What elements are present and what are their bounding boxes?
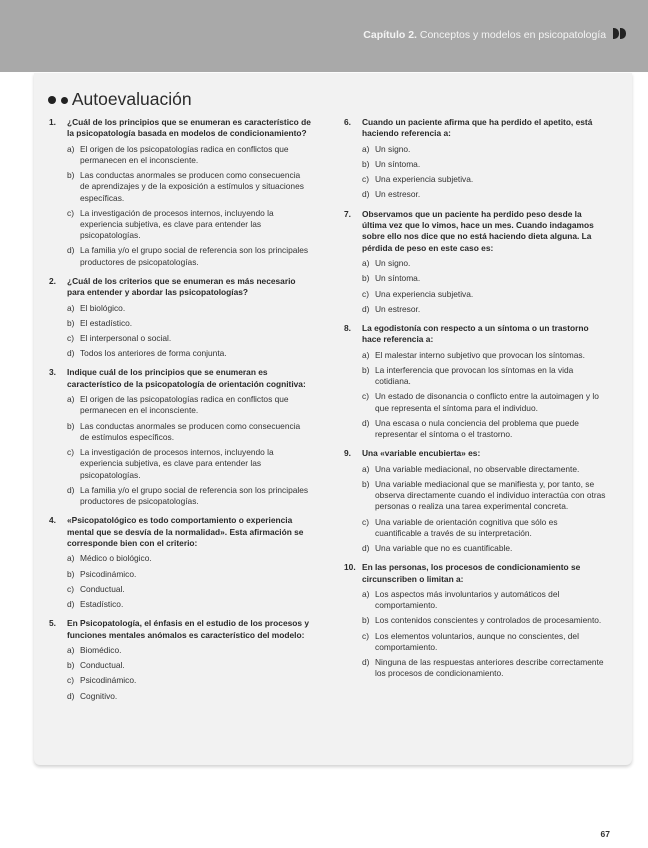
answer-option — [67, 447, 311, 481]
option-letter: c) — [362, 174, 369, 185]
question-text: ¿Cuál de los criterios que se enumeran es más necesario para entender y abordar las psicopatologías? — [67, 275, 296, 298]
option-letter: c) — [362, 630, 369, 641]
question-item — [49, 515, 311, 610]
question-number: 9. — [344, 448, 351, 459]
question-item — [49, 276, 311, 360]
answer-option — [67, 394, 311, 416]
answer-option — [67, 348, 311, 359]
option-letter: c) — [67, 447, 74, 458]
question-number: 7. — [344, 208, 351, 219]
question-text: Una «variable encubierta» es: — [362, 448, 481, 459]
option-letter: b) — [67, 170, 75, 181]
answer-option — [362, 631, 606, 653]
option-text: Todos los anteriores de forma conjunta. — [80, 348, 227, 359]
option-text: El interpersonal o social. — [80, 333, 172, 344]
option-letter: a) — [67, 553, 75, 564]
option-text: La familia y/o el grupo social de referencia son los principales productores de psicopatologías. — [80, 245, 309, 267]
question-text: En Psicopatología, el énfasis en el estudio de los procesos y funciones mentales anómalos es característico del modelo: — [67, 618, 310, 640]
answer-option — [362, 273, 606, 284]
answer-option — [67, 245, 311, 267]
question-text: La egodistonía con respecto a un síntoma o un trastorno hace referencia a: — [362, 323, 589, 345]
option-text: Un síntoma. — [375, 273, 421, 284]
option-letter: a) — [67, 302, 75, 313]
option-letter: b) — [67, 420, 75, 431]
option-text: Los aspectos más involuntarios y automáticos del comportamiento. — [375, 588, 560, 611]
option-text: Un signo. — [375, 143, 411, 154]
option-text: Una variable mediacional, no observable directamente. — [375, 463, 580, 474]
answer-option — [67, 318, 311, 329]
answer-option — [362, 615, 606, 626]
option-letter: a) — [67, 143, 75, 154]
option-letter: b) — [67, 660, 75, 671]
option-letter: c) — [67, 583, 74, 594]
chapter-topic: Conceptos y modelos en psicopatología — [419, 29, 607, 41]
answer-option — [362, 174, 606, 185]
option-letter: d) — [362, 189, 370, 200]
option-letter: c) — [362, 288, 369, 299]
option-letter: c) — [67, 333, 74, 344]
option-text: Un estresor. — [375, 189, 421, 200]
question-item — [49, 367, 311, 507]
question-text: Observamos que un paciente ha perdido peso desde la última vez que lo vimos, hace un mes. Cuando indagamos sobre ello nos dice que no está haciendo dieta alguna. La pérdida de peso en este caso es: — [362, 208, 594, 253]
option-text: Cognitivo. — [80, 690, 118, 701]
running-header — [363, 28, 626, 41]
option-text: Psicodinámico. — [80, 568, 137, 579]
answer-option — [67, 599, 311, 610]
answer-option — [362, 391, 606, 413]
option-letter: b) — [362, 615, 370, 626]
question-number: 3. — [49, 367, 56, 378]
question-number: 8. — [344, 323, 351, 334]
option-text: Los elementos voluntarios, aunque no conscientes, del comportamiento. — [375, 630, 579, 652]
page-number: 67 — [600, 829, 610, 839]
answer-option — [362, 159, 606, 170]
question-number: 4. — [49, 515, 56, 526]
section-title — [48, 88, 192, 110]
answer-option — [67, 569, 311, 580]
option-letter: d) — [67, 598, 75, 609]
question-item — [344, 323, 606, 440]
answer-option — [67, 208, 311, 242]
option-letter: a) — [362, 463, 370, 474]
option-text: Biomédico. — [80, 644, 122, 655]
option-letter: b) — [67, 568, 75, 579]
question-number: 1. — [49, 117, 56, 127]
option-letter: b) — [67, 317, 75, 328]
option-letter: c) — [67, 675, 74, 686]
option-text: Una variable de orientación cognitiva que sólo es cuantificable a través de su interpretación. — [375, 516, 558, 538]
option-letter: c) — [362, 391, 369, 402]
question-item — [344, 209, 606, 315]
section-title-text: Autoevaluación — [71, 89, 192, 109]
question-number: 10. — [344, 562, 356, 573]
question-number: 2. — [49, 275, 56, 286]
option-letter: d) — [362, 417, 370, 428]
option-letter: b) — [362, 273, 370, 284]
answer-option — [67, 333, 311, 344]
option-text: El origen de los psicopatologías radica en conflictos que permanecen en el inconsciente. — [80, 143, 289, 166]
answer-option — [67, 485, 311, 507]
option-text: Las conductas anormales se producen como consecuencia de aprendizajes y de la exposición a estímulos y situaciones específicas. — [80, 170, 304, 203]
answer-option — [362, 657, 606, 679]
option-text: La investigación de procesos internos, incluyendo la experiencia subjetiva, es clave para entender las psicopatologías. — [80, 447, 274, 480]
question-text: En las personas, los procesos de condicionamiento se circunscriben o limitan a: — [362, 562, 581, 584]
option-letter: d) — [362, 303, 370, 314]
option-letter: c) — [67, 207, 74, 218]
option-text: El biológico. — [80, 302, 126, 313]
option-text: Los contenidos conscientes y controlados de procesamiento. — [375, 615, 602, 626]
answer-option — [67, 584, 311, 595]
option-letter: d) — [362, 656, 370, 667]
answer-option — [362, 418, 606, 440]
option-text: Las conductas anormales se producen como consecuencia de estímulos específicos. — [80, 420, 301, 442]
answer-option — [362, 589, 606, 611]
option-letter: c) — [362, 516, 369, 527]
chapter-label: Capítulo 2. — [363, 29, 417, 41]
option-text: Un síntoma. — [375, 159, 421, 170]
answer-option — [67, 691, 311, 702]
option-text: Una experiencia subjetiva. — [375, 174, 474, 185]
answer-option — [362, 479, 606, 513]
option-text: Una experiencia subjetiva. — [375, 288, 474, 299]
answer-option — [362, 304, 606, 315]
option-text: Un estresor. — [375, 303, 421, 314]
option-text: El estadístico. — [80, 317, 133, 328]
option-letter: a) — [67, 644, 75, 655]
answer-option — [362, 189, 606, 200]
option-letter: b) — [362, 159, 370, 170]
option-text: Conductual. — [80, 583, 125, 594]
option-text: Una escasa o nula conciencia del problema que puede representar el síntoma o el trastorno. — [375, 417, 579, 440]
option-letter: d) — [67, 690, 75, 701]
option-letter: d) — [67, 245, 75, 256]
questions-left-column — [49, 117, 311, 710]
option-letter: b) — [362, 365, 370, 376]
header-marker-icon — [620, 28, 626, 39]
question-number: 5. — [49, 618, 56, 629]
option-text: Una variable mediacional que se manifiesta y, por tanto, se observa directamente cuando el individuo interactúa con otras personas o realiza una tarea experimental concreta. — [375, 478, 606, 512]
option-letter: d) — [362, 542, 370, 553]
answer-option — [67, 645, 311, 656]
option-text: La investigación de procesos internos, incluyendo la experiencia subjetiva, es clave para entender las psicopatologías. — [80, 207, 274, 241]
option-letter: d) — [67, 348, 75, 359]
answer-option — [362, 543, 606, 554]
option-text: Un estado de disonancia o conflicto entre la autoimagen y lo que representa el síntoma para el individuo. — [375, 391, 599, 413]
question-number: 6. — [344, 117, 351, 127]
title-bullets-icon — [48, 88, 68, 109]
question-text: Indique cuál de los principios que se enumeran es característico de la psicopatología de orientación cognitiva: — [67, 367, 306, 389]
question-text: Cuando un paciente afirma que ha perdido el apetito, está haciendo referencia a: — [362, 117, 593, 139]
answer-option — [67, 303, 311, 314]
answer-option — [67, 660, 311, 671]
answer-option — [67, 675, 311, 686]
answer-option — [362, 464, 606, 475]
option-text: La familia y/o el grupo social de referencia son los principales productores de psicopatologías. — [80, 484, 309, 506]
answer-option — [362, 144, 606, 155]
option-text: Psicodinámico. — [80, 675, 137, 686]
question-item — [344, 448, 606, 554]
option-letter: a) — [67, 394, 75, 405]
question-item — [49, 117, 311, 268]
answer-option — [362, 258, 606, 269]
question-item — [344, 562, 606, 679]
option-text: Médico o biológico. — [80, 553, 152, 564]
option-text: El malestar interno subjetivo que provocan los síntomas. — [375, 349, 585, 360]
answer-option — [67, 170, 311, 204]
option-letter: d) — [67, 484, 75, 495]
question-text: ¿Cuál de los principios que se enumeran es característico de la psicopatología basada en modelos de condicionamiento? — [67, 117, 311, 139]
question-item — [49, 618, 311, 702]
answer-option — [362, 365, 606, 387]
option-text: La interferencia que provocan los síntomas en la vida cotidiana. — [375, 365, 574, 387]
option-text: Estadístico. — [80, 598, 124, 609]
questions-right-column — [344, 117, 606, 687]
answer-option — [67, 144, 311, 166]
option-letter: a) — [362, 349, 370, 360]
question-text: «Psicopatológico es todo comportamiento o experiencia mental que se desvía de la normalidad». Esta afirmación se corresponde bien con el criterio: — [67, 515, 304, 548]
option-text: Ninguna de las respuestas anteriores describe correctamente los procesos de condicionamiento. — [375, 656, 604, 679]
answer-option — [67, 553, 311, 564]
option-text: Una variable que no es cuantificable. — [375, 542, 513, 553]
answer-option — [362, 289, 606, 300]
option-text: Conductual. — [80, 660, 125, 671]
question-item — [344, 117, 606, 201]
option-text: Un signo. — [375, 258, 411, 269]
option-text: El origen de las psicopatologías radica en conflictos que permanecen en el inconsciente. — [80, 394, 289, 416]
option-letter: a) — [362, 143, 370, 154]
header-marker-icon — [613, 28, 619, 39]
option-letter: b) — [362, 478, 370, 489]
option-letter: a) — [362, 588, 370, 599]
answer-option — [362, 517, 606, 539]
answer-option — [67, 421, 311, 443]
page-header-band — [0, 0, 648, 72]
answer-option — [362, 350, 606, 361]
option-letter: a) — [362, 258, 370, 269]
